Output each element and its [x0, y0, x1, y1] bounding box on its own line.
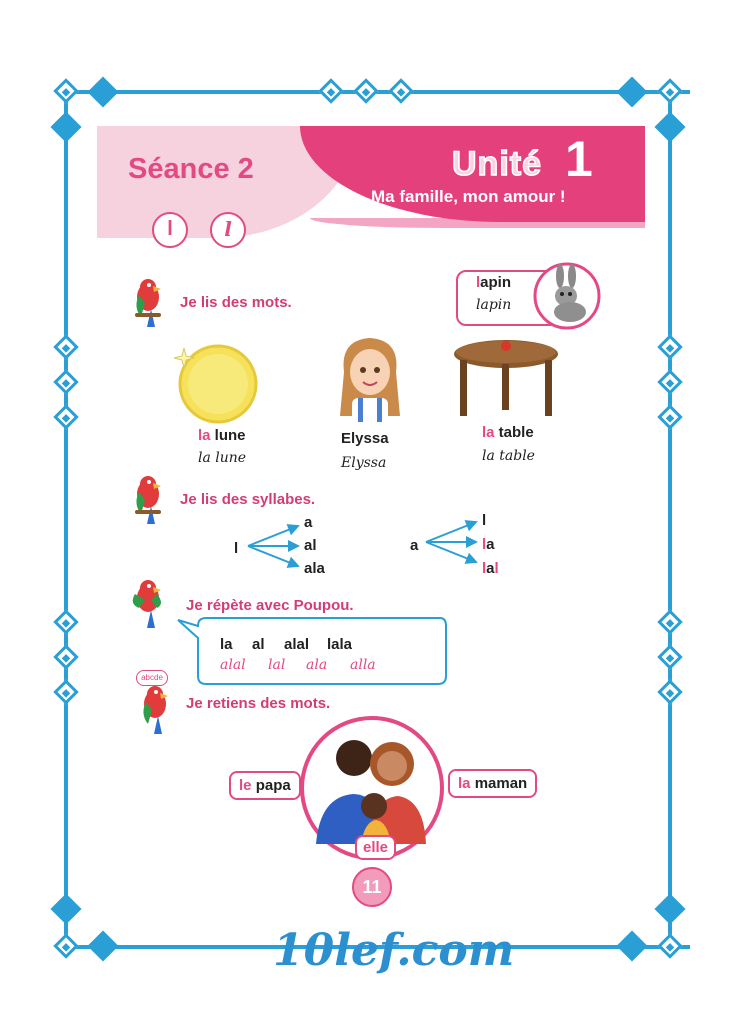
girl-elyssa-icon: [330, 332, 410, 424]
syllable-arrows-left-icon: [244, 520, 304, 572]
frame-ornament-icon: [657, 644, 682, 669]
parrot-icon: [138, 684, 172, 736]
frame-diamond-icon: [654, 893, 685, 924]
frame-ornament-icon: [318, 78, 343, 103]
unite-number: 1: [565, 131, 593, 187]
frame-ornament-icon: [353, 78, 378, 103]
repeat-word-cursive: alal: [220, 657, 246, 673]
unite-subtitle: Ma famille, mon amour !: [371, 187, 566, 206]
frame-left: [64, 90, 68, 948]
speech-bubble: [172, 612, 448, 686]
site-watermark: 10lef.com: [273, 925, 515, 976]
syllable-left-branch: al: [304, 537, 317, 554]
repeat-word-cursive: ala: [306, 657, 328, 673]
frame-ornament-icon: [657, 404, 682, 429]
frame-ornament-icon: [657, 369, 682, 394]
frame-ornament-icon: [53, 679, 78, 704]
moon-icon: [172, 338, 260, 426]
repeat-word-cursive: alla: [350, 657, 376, 673]
label-elle: elle: [355, 835, 396, 860]
parrot-thought-bubble: abcde: [136, 670, 168, 686]
rabbit-icon: [530, 262, 604, 330]
syllable-left-branch: a: [304, 514, 313, 531]
section-read-syllables-title: Je lis des syllabes.: [180, 491, 316, 508]
frame-diamond-icon: [616, 76, 647, 107]
frame-ornament-icon: [657, 679, 682, 704]
label-papa: le papa: [229, 771, 301, 800]
lapin-cursive: lapin: [476, 297, 512, 313]
word-table-print: la table: [482, 424, 534, 441]
frame-ornament-icon: [388, 78, 413, 103]
frame-diamond-icon: [87, 930, 118, 961]
section-remember-title: Je retiens des mots.: [186, 695, 331, 712]
letter-print-badge: l: [152, 212, 188, 248]
unite-title: Unité: [452, 145, 542, 183]
page-number: 11: [352, 867, 392, 907]
syllable-right-branch: la: [482, 536, 495, 553]
frame-diamond-icon: [50, 111, 81, 142]
frame-right: [668, 90, 672, 948]
letter-cursive-badge: l: [210, 212, 246, 248]
frame-diamond-icon: [50, 893, 81, 924]
frame-ornament-icon: [53, 609, 78, 634]
word-elyssa-cursive: Elyssa: [341, 455, 387, 471]
word-lune-cursive: la lune: [198, 450, 247, 466]
frame-ornament-icon: [53, 644, 78, 669]
syllable-arrows-right-icon: [422, 516, 482, 568]
parrot-icon: [131, 578, 165, 630]
frame-diamond-icon: [87, 76, 118, 107]
word-elyssa-print: Elyssa: [341, 430, 389, 447]
frame-ornament-icon: [53, 404, 78, 429]
frame-ornament-icon: [53, 78, 78, 103]
frame-ornament-icon: [657, 334, 682, 359]
syllable-root-left: l: [234, 540, 239, 557]
seance-title: Séance 2: [128, 153, 254, 185]
frame-ornament-icon: [657, 933, 682, 958]
lapin-print: lapin: [476, 274, 512, 291]
frame-diamond-icon: [654, 111, 685, 142]
repeat-word-print: la: [220, 636, 233, 653]
frame-diamond-icon: [616, 930, 647, 961]
section-repeat-title: Je répète avec Poupou.: [186, 597, 354, 614]
repeat-word-print: alal: [284, 636, 310, 653]
table-icon: [450, 336, 562, 420]
repeat-word-print: al: [252, 636, 265, 653]
frame-ornament-icon: [657, 609, 682, 634]
label-maman: la maman: [448, 769, 537, 798]
section-read-words-title: Je lis des mots.: [180, 294, 292, 311]
frame-ornament-icon: [53, 369, 78, 394]
parrot-icon: [131, 474, 165, 526]
syllable-root-right: a: [410, 537, 419, 554]
frame-ornament-icon: [53, 334, 78, 359]
word-lune-print: la lune: [198, 427, 246, 444]
syllable-right-branch: l: [482, 512, 487, 529]
syllable-left-branch: ala: [304, 560, 325, 577]
frame-ornament-icon: [53, 933, 78, 958]
syllable-right-branch: lal: [482, 560, 499, 577]
parrot-icon: [131, 277, 165, 329]
repeat-word-cursive: lal: [268, 657, 286, 673]
repeat-word-print: lala: [327, 636, 353, 653]
word-table-cursive: la table: [482, 448, 535, 464]
frame-ornament-icon: [657, 78, 682, 103]
